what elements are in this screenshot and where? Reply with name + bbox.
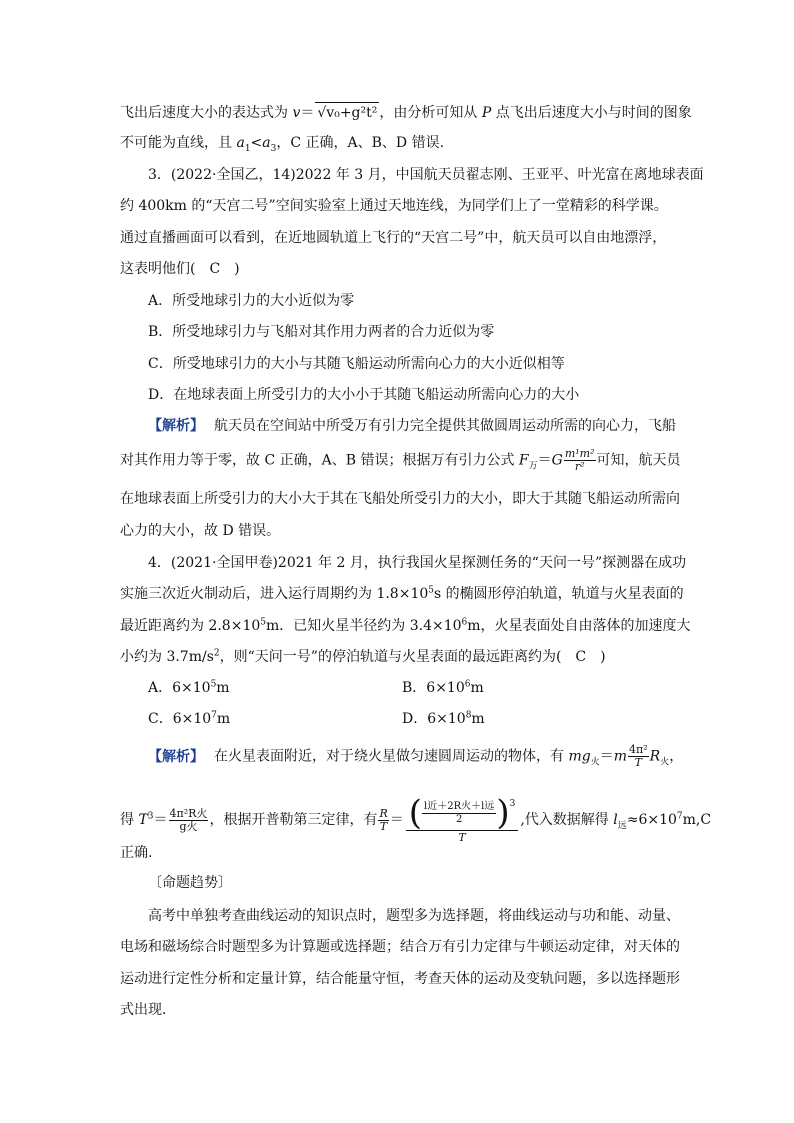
q4-option-c — [148, 709, 348, 729]
var-a1: a — [236, 135, 245, 151]
comma: ， — [669, 748, 684, 765]
q4-line-2 — [120, 584, 684, 604]
text: 小约为 3.7m/s — [120, 649, 214, 665]
kepler-fraction — [406, 793, 519, 844]
frac-4pi2r-g — [169, 808, 209, 833]
q4-line-3 — [120, 616, 691, 636]
sub: 万 — [528, 461, 538, 472]
q3-line-4: 这表明他们( C ) — [120, 261, 240, 277]
inner-numerator: l近＋2R火＋l远 — [424, 800, 495, 812]
text: ，根据开普勒第三定律，有 — [209, 812, 378, 828]
text: m,C — [682, 812, 712, 828]
text: ，由分析可知从 — [379, 105, 482, 121]
sup: 3 — [147, 811, 154, 822]
less-than: < — [250, 135, 263, 151]
text: ≈6×10 — [626, 812, 677, 828]
q3-line-2: 约 400km 的“天宫二号”空间实验室上通过天地连线，为同学们上了一堂精彩的科学课。 — [120, 198, 668, 214]
q3-line-3: 通过直播画面可以看到，在近地圆轨道上飞行的“天宫二号”中，航天员可以自由地漂浮， — [120, 230, 667, 246]
q3-option-a: A．所受地球引力的大小近似为零 — [148, 293, 355, 309]
equals: ＝ — [300, 105, 315, 121]
text: 最近距离约为 2.8×10 — [120, 618, 261, 634]
q3-line-1: 3．(2022·全国乙，14)2022 年 3 月，中国航天员翟志刚、王亚平、叶光富在离地球表面 — [148, 167, 704, 183]
inner-denominator: 2 — [455, 813, 463, 825]
trend-line-4: 式出现． — [120, 1002, 176, 1018]
var-l: l — [613, 812, 618, 828]
sup: 8 — [465, 710, 472, 721]
text: 飞出后速度大小的表达式为 — [120, 105, 293, 121]
q3-option-c: C．所受地球引力的大小与其随飞船运动所需向心力的大小近似相等 — [148, 356, 565, 372]
var-v: v — [292, 105, 301, 121]
text: m — [216, 711, 231, 727]
denominator: r² — [574, 460, 585, 473]
q3-option-d: D．在地球表面上所受引力的大小小于其随飞船运动所需向心力的大小 — [148, 387, 580, 403]
denominator: T — [379, 819, 388, 833]
q3-analysis-2 — [120, 448, 680, 473]
text: 可知，航天员 — [596, 452, 681, 469]
numerator: m¹m² — [564, 447, 595, 460]
sup: 5 — [428, 585, 434, 596]
denominator: T — [634, 756, 642, 769]
numerator: 4π² — [629, 743, 648, 756]
sup: 5 — [260, 617, 266, 628]
sup: 7 — [676, 811, 683, 822]
text: m — [216, 680, 230, 696]
var-a3: a — [262, 135, 271, 151]
sup: 7 — [211, 710, 217, 721]
sup: 6 — [461, 617, 468, 628]
text: s 的椭圆形停泊轨道，轨道与火星表面的 — [434, 586, 684, 602]
trend-line-2: 电场和磁场综合时题型多为计算题或选择题；结合万有引力定律与牛顿运动定律，对天体的 — [120, 939, 680, 955]
q4-option-b — [402, 678, 602, 698]
q4-option-a — [148, 678, 348, 698]
kepler-denominator: T — [458, 831, 466, 844]
text: 在火星表面附近，对于绕火星做匀速圆周运动的物体，有 — [214, 748, 569, 765]
analysis-tag: 【解析】 — [148, 748, 204, 765]
inner-fraction — [422, 801, 496, 826]
right-paren: ) — [496, 793, 510, 833]
left-paren: ( — [408, 793, 423, 833]
text: m — [471, 711, 485, 727]
sup: 5 — [210, 679, 217, 690]
var-r: R — [649, 748, 661, 765]
var-g: G — [551, 452, 563, 469]
q3-analysis-4: 心力的大小，故 D 错误。 — [120, 523, 281, 539]
text: 对其作用力等于零，故 C 正确，A、B 错误；根据万有引力公式 — [120, 452, 519, 469]
q4-line-1: 4．(2021·全国甲卷)2021 年 2 月，执行我国火星探测任务的“天问一号”探测器在成功 — [148, 555, 687, 571]
sqrt-expression: √v₀+g²t² — [315, 102, 379, 123]
sup: 2 — [213, 648, 220, 659]
text: B．6×10 — [402, 680, 465, 696]
intro-line-2 — [120, 133, 680, 153]
sup: 6 — [464, 679, 471, 690]
q4-line-4 — [120, 647, 680, 667]
text: m，火星表面处自由落体的加速度大 — [467, 618, 691, 634]
denominator: g火 — [179, 819, 198, 833]
equals: ＝ — [389, 812, 404, 828]
var-t: T — [138, 812, 148, 828]
var-mg: mg — [568, 748, 591, 765]
numerator: R — [379, 806, 388, 820]
trend-heading: 〔命题趋势〕 — [148, 875, 232, 891]
q4-analysis-3: 正确. — [120, 845, 153, 861]
parenthesized-group — [408, 793, 516, 833]
trend-line-3: 运动进行定性分析和定量计算，结合能量守恒，考查天体的运动及变轨问题，多以选择题形 — [120, 971, 680, 987]
text: D．6×10 — [402, 711, 466, 727]
text: C．6×10 — [148, 711, 212, 727]
var-m: m — [613, 748, 627, 765]
q4-option-d — [402, 709, 602, 729]
sqrt-content: v₀+g²t² — [326, 105, 378, 121]
equals: ＝ — [537, 452, 552, 469]
text: ,代入数据解得 — [520, 812, 614, 828]
text: 实施三次近火制动后，进入运行周期约为 1.8×10 — [120, 586, 429, 602]
numerator: 4π²R火 — [169, 806, 208, 820]
equals: ＝ — [599, 748, 614, 765]
text: 不可能为直线，且 — [120, 135, 237, 151]
text: 点飞出后速度大小与时间的图象 — [491, 105, 692, 121]
text: 得 — [120, 812, 139, 828]
q3-analysis-1 — [148, 416, 708, 436]
sub: 3 — [270, 143, 277, 154]
text: 航天员在空间站中所受万有引力完全提供其做圆周运动所需的向心力，飞船 — [214, 418, 676, 434]
trend-line-1: 高考中单独考查曲线运动的知识点时，题型多为选择题，将曲线运动与功和能、动量、 — [148, 908, 680, 924]
analysis-tag: 【解析】 — [148, 418, 204, 434]
text: m — [470, 680, 484, 696]
equals: ＝ — [153, 812, 168, 828]
sub: 1 — [244, 143, 251, 154]
intro-line-1 — [120, 102, 692, 123]
text: ，则“天问一号”的停泊轨道与火星表面的最远距离约为( C ) — [219, 649, 606, 665]
var-p: P — [481, 105, 492, 121]
sub: 火 — [590, 757, 600, 768]
var-f: F — [518, 452, 529, 469]
power: 3 — [509, 799, 516, 809]
gravity-fraction — [564, 448, 596, 473]
text: A．6×10 — [148, 680, 211, 696]
q4-analysis-2 — [120, 790, 712, 850]
kepler-numerator — [406, 793, 519, 833]
q3-option-b: B．所受地球引力与飞船对其作用力两者的合力近似为零 — [148, 324, 495, 340]
frac-r-t — [378, 808, 388, 833]
frac-4pi2-t — [628, 744, 649, 769]
q3-analysis-3: 在地球表面上所受引力的大小大于其在飞船处所受引力的大小，即大于其随飞船运动所需向 — [120, 491, 680, 507]
q4-analysis-1 — [148, 744, 708, 769]
sub: 火 — [660, 757, 670, 768]
sub: 远 — [617, 820, 627, 831]
text: m．已知火星半径约为 3.4×10 — [266, 618, 462, 634]
text: ，C 正确，A、B、D 错误. — [276, 135, 445, 151]
